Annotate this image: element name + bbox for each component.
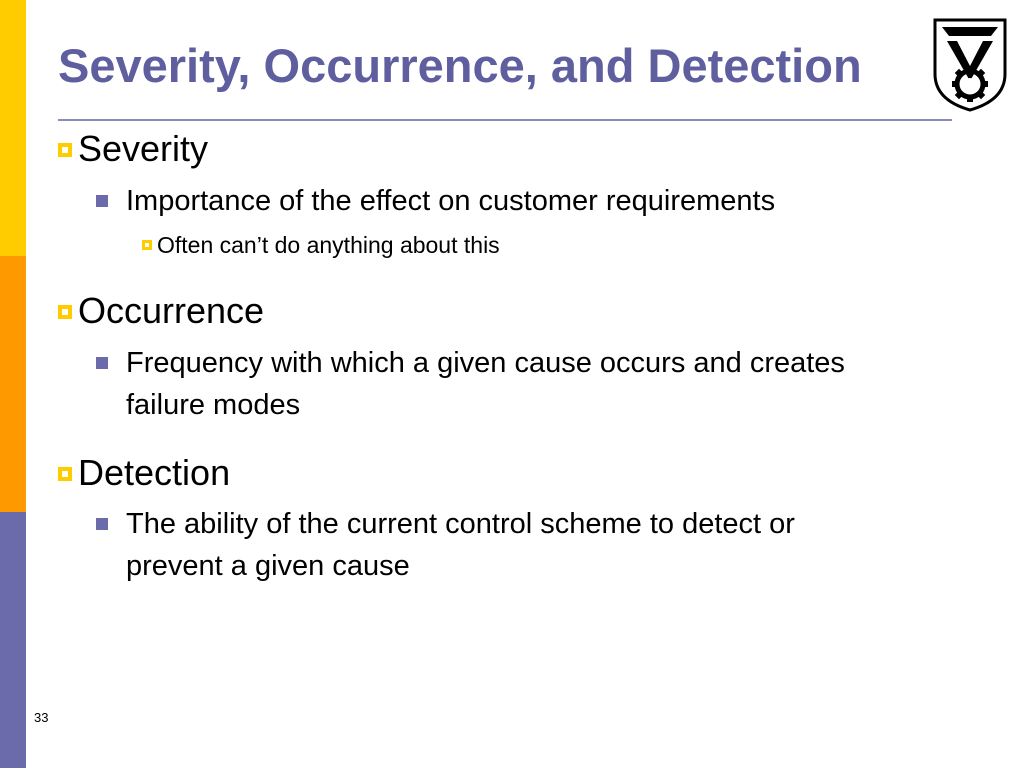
sub-bullet-text: Importance of the effect on customer requirements [126, 185, 776, 217]
sub-bullet-text: Frequency with which a given cause occurs and creates failure modes [126, 347, 845, 421]
bullet-severity [58, 128, 208, 169]
bullet-detection [58, 452, 230, 493]
square-outline-bullet-icon [58, 143, 72, 157]
accent-stripe-orange [0, 256, 26, 512]
university-emblem-icon [931, 16, 1009, 112]
square-bullet-icon [96, 195, 108, 207]
square-bullet-icon [96, 518, 108, 530]
bullet-heading: Detection [78, 452, 231, 493]
sub-bullet-detection [96, 503, 886, 587]
square-outline-bullet-icon [58, 305, 72, 319]
third-level-bullet-severity [142, 231, 500, 259]
bullet-heading: Severity [78, 128, 209, 169]
bullet-heading: Occurrence [78, 290, 265, 331]
title-divider [58, 119, 952, 121]
bullet-occurrence [58, 290, 264, 331]
accent-stripe-yellow [0, 0, 26, 256]
accent-stripe-purple [0, 512, 26, 768]
sub-bullet-severity [96, 180, 886, 222]
square-outline-bullet-icon [142, 240, 152, 250]
sub-bullet-text: The ability of the current control scheme to detect or prevent a given cause [126, 508, 795, 582]
square-outline-bullet-icon [58, 467, 72, 481]
sub-bullet-occurrence [96, 342, 886, 426]
slide-number: 33 [34, 710, 49, 725]
third-level-text: Often can’t do anything about this [157, 232, 500, 258]
slide-title: Severity, Occurrence, and Detection [58, 39, 862, 92]
square-bullet-icon [96, 357, 108, 369]
